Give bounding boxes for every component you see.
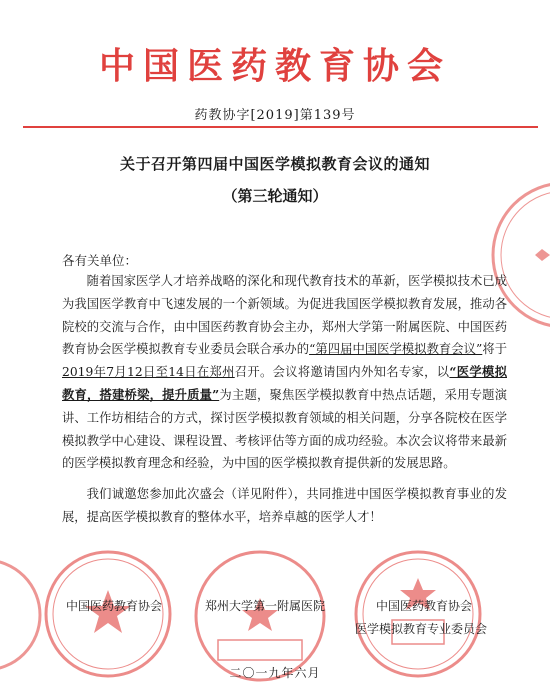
event-date: 2019年7月12日至14日在郑州 (62, 365, 235, 380)
event-theme: “医学模拟教育，搭建桥梁，提升质量” (62, 364, 507, 402)
notice-subtitle: （第三轮通知） (222, 187, 328, 205)
signature-zhengzhou-hospital: 郑州大学第一附属医院 (205, 599, 326, 613)
body-text-segment: 为主题，聚焦医学模拟教育中热点话题，采用专题演讲、工作坊相结合的方式，探讨医学模拟教育领域的相关问题，分享各院校在医学模拟教学中心建设、课程设置、考核评估等方面的成功经验。本次会议将带来最新的医学模拟教育理念和经验，为中国的医学模拟教育提供新的发展思路。 (62, 387, 507, 471)
body-text-segment: 召开。会议将邀请国内外知名专家，以 (234, 365, 450, 380)
body-paragraph-1 (62, 270, 507, 475)
document-number: 药教协字[2019]第139号 (194, 108, 356, 123)
notice-title: 关于召开第四届中国医学模拟教育会议的通知 (119, 155, 430, 173)
body-text-segment: 将于 (482, 342, 507, 357)
signature-committee-line1: 中国医药教育协会 (376, 599, 473, 613)
seal-left-edge (0, 560, 45, 670)
signature-committee-line2: 医学模拟教育专业委员会 (355, 622, 488, 636)
organization-header: 中国医药教育协会 (98, 45, 451, 87)
seal-simulation-education-committee (352, 548, 484, 680)
notice-body (62, 270, 507, 529)
body-paragraph-2: 我们诚邀您参加此次盛会（详见附件），共同推进中国医学模拟教育事业的发展，提高医学模拟教育的整体水平，培养卓越的医学人才！ (62, 487, 507, 524)
header-divider (23, 126, 538, 128)
issue-date: 二〇一九年六月 (229, 666, 321, 680)
signature-association: 中国医药教育协会 (66, 599, 163, 613)
event-name: “第四届中国医学模拟教育会议” (309, 342, 483, 357)
body-text-segment: 随着国家医学人才培养战略的深化和现代教育技术的革新，医学模拟技术已成为我国医学教育中飞速发展的一个新领域。为促进我国医学模拟教育发展，推动各院校的交流与合作，由中国医药教育协会主办，郑州大学第一附属医院、中国医药教育协会医学模拟教育专业委员会联合承办的 (62, 274, 507, 357)
seal-china-medicine-education-association (42, 548, 174, 680)
greeting: 各有关单位： (62, 253, 138, 268)
